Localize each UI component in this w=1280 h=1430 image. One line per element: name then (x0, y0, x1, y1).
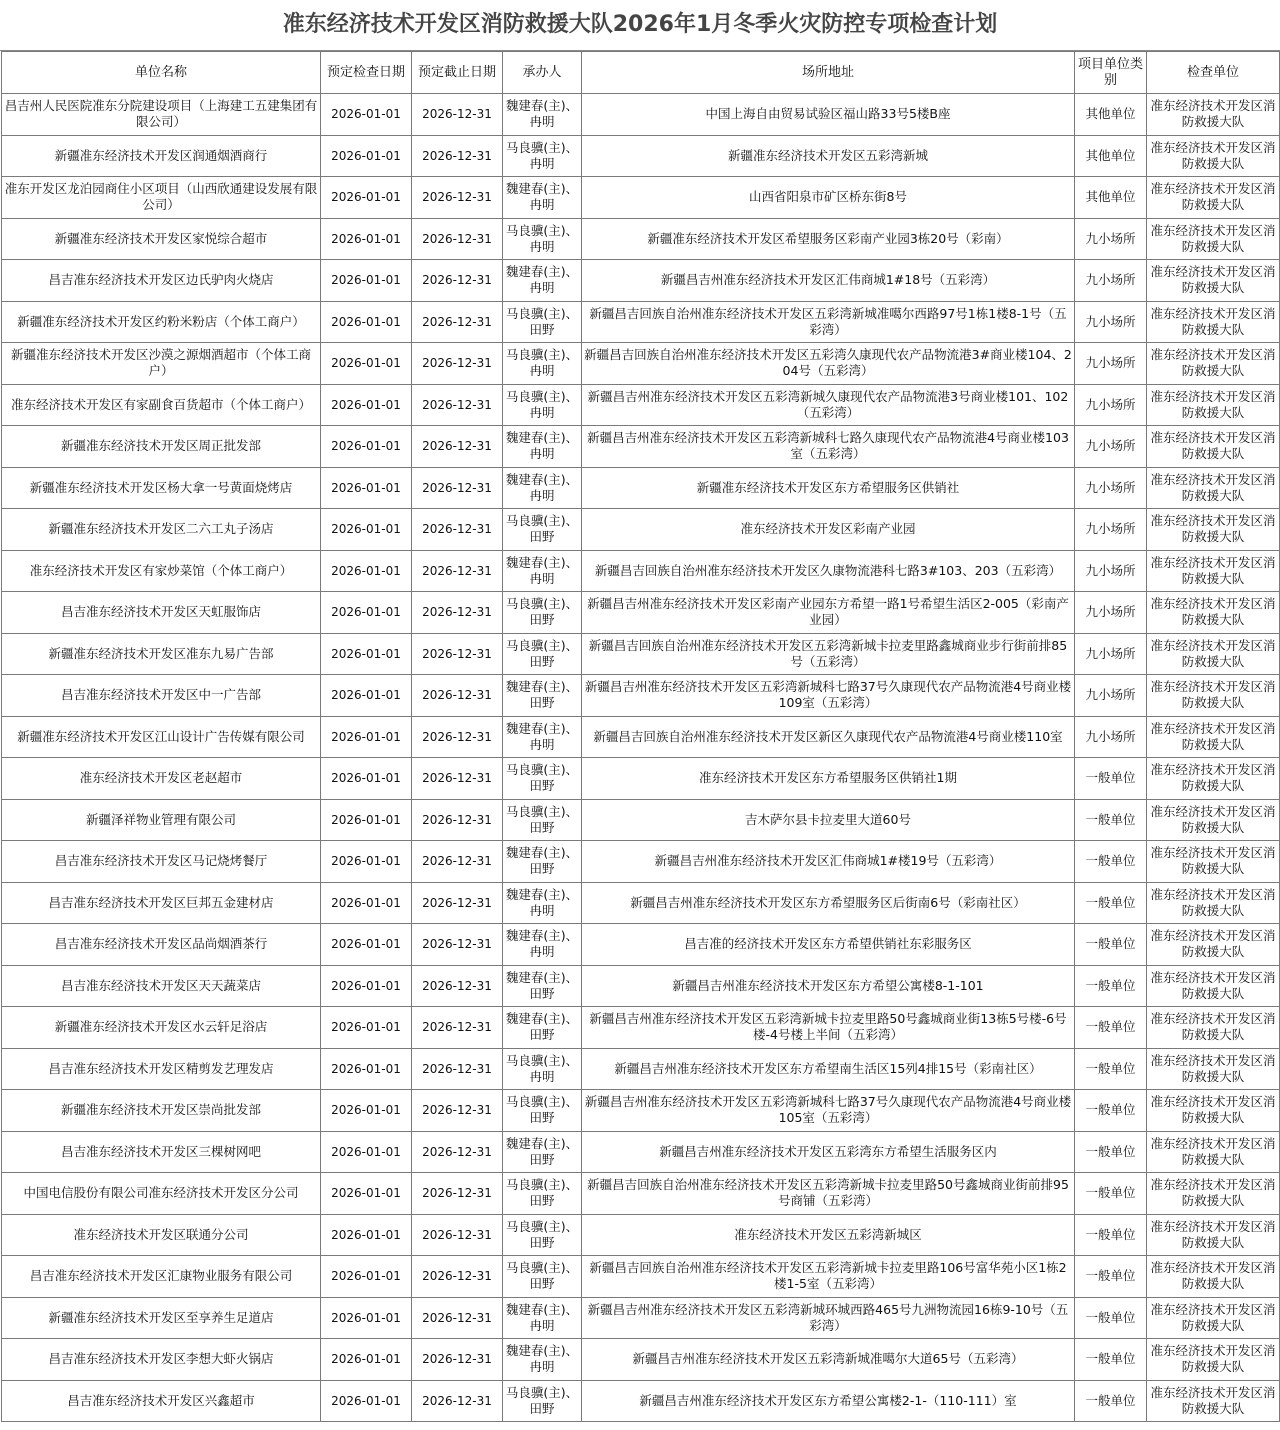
end-date-cell: 2026-12-31 (412, 965, 503, 1007)
unit-name-cell: 昌吉准东经济技术开发区精剪发艺理发店 (2, 1048, 321, 1090)
table-row (2, 965, 1280, 1007)
address-cell: 新疆准东经济技术开发区东方希望服务区供销社 (582, 467, 1075, 509)
end-date-cell: 2026-12-31 (412, 592, 503, 634)
table-row (2, 1256, 1280, 1298)
table-row (2, 841, 1280, 883)
address-cell: 山西省阳泉市矿区桥东街8号 (582, 177, 1075, 219)
unit-name-cell: 新疆准东经济技术开发区约粉米粉店（个体工商户） (2, 301, 321, 343)
table-row (2, 260, 1280, 302)
unit-name-cell: 新疆准东经济技术开发区水云轩足浴店 (2, 1007, 321, 1049)
start-date-cell: 2026-01-01 (321, 758, 412, 800)
handler-cell: 马良骥(主)、冉明 (503, 384, 582, 426)
inspector-cell: 准东经济技术开发区消防救援大队 (1147, 675, 1280, 717)
inspector-cell: 准东经济技术开发区消防救援大队 (1147, 965, 1280, 1007)
address-cell: 新疆昌吉回族自治州准东经济技术开发区新区久康现代农产品物流港4号商业楼110室 (582, 716, 1075, 758)
start-date-cell: 2026-01-01 (321, 633, 412, 675)
start-date-cell: 2026-01-01 (321, 177, 412, 219)
category-cell: 九小场所 (1075, 384, 1147, 426)
table-row (2, 94, 1280, 136)
table-row (2, 301, 1280, 343)
end-date-cell: 2026-12-31 (412, 1297, 503, 1339)
unit-name-cell: 昌吉准东经济技术开发区中一广告部 (2, 675, 321, 717)
inspector-cell: 准东经济技术开发区消防救援大队 (1147, 509, 1280, 551)
end-date-cell: 2026-12-31 (412, 799, 503, 841)
inspector-cell: 准东经济技术开发区消防救援大队 (1147, 550, 1280, 592)
start-date-cell: 2026-01-01 (321, 1007, 412, 1049)
handler-cell: 魏建春(主)、冉明 (503, 94, 582, 136)
category-cell: 其他单位 (1075, 177, 1147, 219)
unit-name-cell: 新疆准东经济技术开发区周正批发部 (2, 426, 321, 468)
category-cell: 一般单位 (1075, 841, 1147, 883)
table-row (2, 1090, 1280, 1132)
inspector-cell: 准东经济技术开发区消防救援大队 (1147, 1131, 1280, 1173)
unit-name-cell: 昌吉准东经济技术开发区兴鑫超市 (2, 1380, 321, 1422)
end-date-cell: 2026-12-31 (412, 135, 503, 177)
address-cell: 新疆昌吉州准东经济技术开发区东方希望南生活区15列4排15号（彩南社区） (582, 1048, 1075, 1090)
end-date-cell: 2026-12-31 (412, 1173, 503, 1215)
handler-cell: 魏建春(主)、田野 (503, 841, 582, 883)
end-date-cell: 2026-12-31 (412, 177, 503, 219)
start-date-cell: 2026-01-01 (321, 799, 412, 841)
handler-cell: 马良骥(主)、冉明 (503, 218, 582, 260)
table-row (2, 1380, 1280, 1422)
address-cell: 新疆昌吉回族自治州准东经济技术开发区久康物流港科七路3#103、203（五彩湾） (582, 550, 1075, 592)
end-date-cell: 2026-12-31 (412, 343, 503, 385)
category-cell: 其他单位 (1075, 135, 1147, 177)
start-date-cell: 2026-01-01 (321, 882, 412, 924)
table-row (2, 633, 1280, 675)
address-cell: 新疆昌吉州准东经济技术开发区汇伟商城1#18号（五彩湾） (582, 260, 1075, 302)
category-cell: 九小场所 (1075, 675, 1147, 717)
category-cell: 九小场所 (1075, 426, 1147, 468)
end-date-cell: 2026-12-31 (412, 384, 503, 426)
unit-name-cell: 中国电信股份有限公司准东经济技术开发区分公司 (2, 1173, 321, 1215)
category-cell: 九小场所 (1075, 301, 1147, 343)
start-date-cell: 2026-01-01 (321, 1297, 412, 1339)
start-date-cell: 2026-01-01 (321, 592, 412, 634)
unit-name-cell: 新疆准东经济技术开发区准东九易广告部 (2, 633, 321, 675)
start-date-cell: 2026-01-01 (321, 384, 412, 426)
address-cell: 中国上海自由贸易试验区福山路33号5楼B座 (582, 94, 1075, 136)
table-row (2, 467, 1280, 509)
category-cell: 一般单位 (1075, 1007, 1147, 1049)
inspector-cell: 准东经济技术开发区消防救援大队 (1147, 1048, 1280, 1090)
address-cell: 新疆昌吉州准东经济技术开发区东方希望服务区后街南6号（彩南社区） (582, 882, 1075, 924)
start-date-cell: 2026-01-01 (321, 924, 412, 966)
table-row (2, 1007, 1280, 1049)
inspector-cell: 准东经济技术开发区消防救援大队 (1147, 1090, 1280, 1132)
unit-name-cell: 昌吉准东经济技术开发区天虹服饰店 (2, 592, 321, 634)
end-date-cell: 2026-12-31 (412, 1048, 503, 1090)
category-cell: 一般单位 (1075, 1339, 1147, 1381)
address-cell: 新疆昌吉州准东经济技术开发区五彩湾新城卡拉麦里路50号鑫城商业街13栋5号楼-6号楼-4号楼上半间（五彩湾） (582, 1007, 1075, 1049)
table-row (2, 1214, 1280, 1256)
address-cell: 新疆昌吉州准东经济技术开发区五彩湾新城科七路久康现代农产品物流港4号商业楼103室（五彩湾） (582, 426, 1075, 468)
unit-name-cell: 昌吉准东经济技术开发区李想大虾火锅店 (2, 1339, 321, 1381)
inspector-cell: 准东经济技术开发区消防救援大队 (1147, 135, 1280, 177)
handler-cell: 魏建春(主)、冉明 (503, 260, 582, 302)
unit-name-cell: 准东经济技术开发区有家副食百货超市（个体工商户） (2, 384, 321, 426)
end-date-cell: 2026-12-31 (412, 633, 503, 675)
unit-name-cell: 新疆准东经济技术开发区崇尚批发部 (2, 1090, 321, 1132)
table-header-row (2, 52, 1280, 94)
inspector-cell: 准东经济技术开发区消防救援大队 (1147, 218, 1280, 260)
handler-cell: 马良骥(主)、田野 (503, 1090, 582, 1132)
header-end-date: 预定截止日期 (412, 52, 503, 94)
start-date-cell: 2026-01-01 (321, 135, 412, 177)
end-date-cell: 2026-12-31 (412, 758, 503, 800)
unit-name-cell: 昌吉准东经济技术开发区天天蔬菜店 (2, 965, 321, 1007)
handler-cell: 马良骥(主)、田野 (503, 1256, 582, 1298)
handler-cell: 马良骥(主)、田野 (503, 509, 582, 551)
category-cell: 一般单位 (1075, 924, 1147, 966)
header-address: 场所地址 (582, 52, 1075, 94)
table-row (2, 1297, 1280, 1339)
inspector-cell: 准东经济技术开发区消防救援大队 (1147, 260, 1280, 302)
start-date-cell: 2026-01-01 (321, 965, 412, 1007)
inspector-cell: 准东经济技术开发区消防救援大队 (1147, 924, 1280, 966)
unit-name-cell: 准东经济技术开发区联通分公司 (2, 1214, 321, 1256)
address-cell: 吉木萨尔县卡拉麦里大道60号 (582, 799, 1075, 841)
handler-cell: 马良骥(主)、田野 (503, 1214, 582, 1256)
address-cell: 新疆昌吉州准东经济技术开发区汇伟商城1#楼19号（五彩湾） (582, 841, 1075, 883)
unit-name-cell: 新疆准东经济技术开发区二六工丸子汤店 (2, 509, 321, 551)
inspector-cell: 准东经济技术开发区消防救援大队 (1147, 799, 1280, 841)
header-inspector: 检查单位 (1147, 52, 1280, 94)
handler-cell: 魏建春(主)、冉明 (503, 1297, 582, 1339)
unit-name-cell: 新疆准东经济技术开发区至享养生足道店 (2, 1297, 321, 1339)
category-cell: 一般单位 (1075, 799, 1147, 841)
handler-cell: 马良骥(主)、田野 (503, 592, 582, 634)
inspector-cell: 准东经济技术开发区消防救援大队 (1147, 1173, 1280, 1215)
start-date-cell: 2026-01-01 (321, 1380, 412, 1422)
end-date-cell: 2026-12-31 (412, 426, 503, 468)
inspector-cell: 准东经济技术开发区消防救援大队 (1147, 1214, 1280, 1256)
category-cell: 一般单位 (1075, 1297, 1147, 1339)
inspector-cell: 准东经济技术开发区消防救援大队 (1147, 343, 1280, 385)
handler-cell: 魏建春(主)、田野 (503, 965, 582, 1007)
table-row (2, 1339, 1280, 1381)
category-cell: 一般单位 (1075, 1131, 1147, 1173)
unit-name-cell: 昌吉州人民医院准东分院建设项目（上海建工五建集团有限公司） (2, 94, 321, 136)
unit-name-cell: 新疆准东经济技术开发区沙漠之源烟酒超市（个体工商户） (2, 343, 321, 385)
table-row (2, 509, 1280, 551)
table-row (2, 882, 1280, 924)
category-cell: 一般单位 (1075, 1256, 1147, 1298)
address-cell: 准东经济技术开发区五彩湾新城区 (582, 1214, 1075, 1256)
inspector-cell: 准东经济技术开发区消防救援大队 (1147, 841, 1280, 883)
address-cell: 新疆昌吉州准东经济技术开发区五彩湾东方希望生活服务区内 (582, 1131, 1075, 1173)
header-handler: 承办人 (503, 52, 582, 94)
table-row (2, 550, 1280, 592)
start-date-cell: 2026-01-01 (321, 509, 412, 551)
unit-name-cell: 昌吉准东经济技术开发区巨邦五金建材店 (2, 882, 321, 924)
start-date-cell: 2026-01-01 (321, 841, 412, 883)
address-cell: 新疆昌吉回族自治州准东经济技术开发区五彩湾新城准噶尔西路97号1栋1楼8-1号（五彩湾） (582, 301, 1075, 343)
handler-cell: 魏建春(主)、冉明 (503, 550, 582, 592)
unit-name-cell: 昌吉准东经济技术开发区三棵树网吧 (2, 1131, 321, 1173)
table-row (2, 716, 1280, 758)
category-cell: 一般单位 (1075, 882, 1147, 924)
end-date-cell: 2026-12-31 (412, 675, 503, 717)
end-date-cell: 2026-12-31 (412, 1090, 503, 1132)
start-date-cell: 2026-01-01 (321, 1090, 412, 1132)
start-date-cell: 2026-01-01 (321, 343, 412, 385)
handler-cell: 马良骥(主)、田野 (503, 301, 582, 343)
handler-cell: 马良骥(主)、冉明 (503, 1048, 582, 1090)
inspector-cell: 准东经济技术开发区消防救援大队 (1147, 426, 1280, 468)
table-row (2, 1173, 1280, 1215)
table-row (2, 218, 1280, 260)
handler-cell: 马良骥(主)、田野 (503, 1173, 582, 1215)
start-date-cell: 2026-01-01 (321, 1339, 412, 1381)
category-cell: 一般单位 (1075, 1090, 1147, 1132)
unit-name-cell: 新疆泽祥物业管理有限公司 (2, 799, 321, 841)
address-cell: 新疆昌吉州准东经济技术开发区五彩湾新城环城西路465号九洲物流园16栋9-10号（五彩湾） (582, 1297, 1075, 1339)
address-cell: 准东经济技术开发区彩南产业园 (582, 509, 1075, 551)
category-cell: 九小场所 (1075, 467, 1147, 509)
end-date-cell: 2026-12-31 (412, 218, 503, 260)
category-cell: 九小场所 (1075, 260, 1147, 302)
inspector-cell: 准东经济技术开发区消防救援大队 (1147, 94, 1280, 136)
table-row (2, 343, 1280, 385)
category-cell: 一般单位 (1075, 1214, 1147, 1256)
address-cell: 新疆昌吉州准东经济技术开发区东方希望公寓楼2-1-（110-111）室 (582, 1380, 1075, 1422)
end-date-cell: 2026-12-31 (412, 924, 503, 966)
unit-name-cell: 新疆准东经济技术开发区江山设计广告传媒有限公司 (2, 716, 321, 758)
inspector-cell: 准东经济技术开发区消防救援大队 (1147, 633, 1280, 675)
handler-cell: 魏建春(主)、田野 (503, 1131, 582, 1173)
end-date-cell: 2026-12-31 (412, 1131, 503, 1173)
unit-name-cell: 新疆准东经济技术开发区杨大拿一号黄面烧烤店 (2, 467, 321, 509)
end-date-cell: 2026-12-31 (412, 467, 503, 509)
inspection-plan-table (1, 51, 1280, 1422)
end-date-cell: 2026-12-31 (412, 94, 503, 136)
end-date-cell: 2026-12-31 (412, 841, 503, 883)
start-date-cell: 2026-01-01 (321, 1173, 412, 1215)
start-date-cell: 2026-01-01 (321, 675, 412, 717)
table-row (2, 1048, 1280, 1090)
address-cell: 准东经济技术开发区东方希望服务区供销社1期 (582, 758, 1075, 800)
start-date-cell: 2026-01-01 (321, 1131, 412, 1173)
handler-cell: 马良骥(主)、冉明 (503, 343, 582, 385)
address-cell: 新疆昌吉回族自治州准东经济技术开发区五彩湾新城卡拉麦里路鑫城商业步行街前排85号（五彩湾） (582, 633, 1075, 675)
category-cell: 九小场所 (1075, 592, 1147, 634)
end-date-cell: 2026-12-31 (412, 882, 503, 924)
category-cell: 其他单位 (1075, 94, 1147, 136)
unit-name-cell: 昌吉准东经济技术开发区品尚烟酒茶行 (2, 924, 321, 966)
header-category: 项目单位类别 (1075, 52, 1147, 94)
handler-cell: 马良骥(主)、田野 (503, 799, 582, 841)
address-cell: 新疆昌吉州准东经济技术开发区彩南产业园东方希望一路1号希望生活区2-005（彩南产业园） (582, 592, 1075, 634)
inspector-cell: 准东经济技术开发区消防救援大队 (1147, 177, 1280, 219)
end-date-cell: 2026-12-31 (412, 1339, 503, 1381)
end-date-cell: 2026-12-31 (412, 301, 503, 343)
handler-cell: 魏建春(主)、冉明 (503, 177, 582, 219)
inspector-cell: 准东经济技术开发区消防救援大队 (1147, 882, 1280, 924)
unit-name-cell: 新疆准东经济技术开发区润通烟酒商行 (2, 135, 321, 177)
header-unit-name: 单位名称 (2, 52, 321, 94)
handler-cell: 魏建春(主)、冉明 (503, 1339, 582, 1381)
address-cell: 新疆昌吉回族自治州准东经济技术开发区五彩湾新城卡拉麦里路106号富华苑小区1栋2楼1-5室（五彩湾） (582, 1256, 1075, 1298)
end-date-cell: 2026-12-31 (412, 550, 503, 592)
inspector-cell: 准东经济技术开发区消防救援大队 (1147, 1256, 1280, 1298)
unit-name-cell: 昌吉准东经济技术开发区边氏驴肉火烧店 (2, 260, 321, 302)
table-row (2, 924, 1280, 966)
address-cell: 新疆昌吉州准东经济技术开发区东方希望公寓楼8-1-101 (582, 965, 1075, 1007)
end-date-cell: 2026-12-31 (412, 1256, 503, 1298)
category-cell: 一般单位 (1075, 1173, 1147, 1215)
handler-cell: 魏建春(主)、冉明 (503, 882, 582, 924)
handler-cell: 魏建春(主)、田野 (503, 675, 582, 717)
category-cell: 九小场所 (1075, 343, 1147, 385)
end-date-cell: 2026-12-31 (412, 1214, 503, 1256)
address-cell: 新疆昌吉回族自治州准东经济技术开发区五彩湾久康现代农产品物流港3#商业楼104、204号（五彩湾） (582, 343, 1075, 385)
table-row (2, 758, 1280, 800)
start-date-cell: 2026-01-01 (321, 94, 412, 136)
table-row (2, 135, 1280, 177)
table-row (2, 384, 1280, 426)
unit-name-cell: 昌吉准东经济技术开发区汇康物业服务有限公司 (2, 1256, 321, 1298)
end-date-cell: 2026-12-31 (412, 1007, 503, 1049)
handler-cell: 魏建春(主)、田野 (503, 1007, 582, 1049)
start-date-cell: 2026-01-01 (321, 426, 412, 468)
inspector-cell: 准东经济技术开发区消防救援大队 (1147, 384, 1280, 426)
unit-name-cell: 昌吉准东经济技术开发区马记烧烤餐厅 (2, 841, 321, 883)
start-date-cell: 2026-01-01 (321, 218, 412, 260)
address-cell: 昌吉准的经济技术开发区东方希望供销社东彩服务区 (582, 924, 1075, 966)
table-row (2, 799, 1280, 841)
unit-name-cell: 新疆准东经济技术开发区家悦综合超市 (2, 218, 321, 260)
inspector-cell: 准东经济技术开发区消防救援大队 (1147, 1380, 1280, 1422)
end-date-cell: 2026-12-31 (412, 716, 503, 758)
category-cell: 九小场所 (1075, 716, 1147, 758)
page-title: 准东经济技术开发区消防救援大队2026年1月冬季火灾防控专项检查计划 (0, 0, 1280, 51)
table-row (2, 592, 1280, 634)
address-cell: 新疆准东经济技术开发区五彩湾新城 (582, 135, 1075, 177)
inspector-cell: 准东经济技术开发区消防救援大队 (1147, 758, 1280, 800)
handler-cell: 魏建春(主)、冉明 (503, 924, 582, 966)
inspector-cell: 准东经济技术开发区消防救援大队 (1147, 1297, 1280, 1339)
table-row (2, 675, 1280, 717)
table-row (2, 177, 1280, 219)
end-date-cell: 2026-12-31 (412, 1380, 503, 1422)
handler-cell: 马良骥(主)、田野 (503, 758, 582, 800)
inspector-cell: 准东经济技术开发区消防救援大队 (1147, 592, 1280, 634)
unit-name-cell: 准东经济技术开发区老赵超市 (2, 758, 321, 800)
handler-cell: 马良骥(主)、田野 (503, 1380, 582, 1422)
header-start-date: 预定检查日期 (321, 52, 412, 94)
start-date-cell: 2026-01-01 (321, 716, 412, 758)
address-cell: 新疆昌吉州准东经济技术开发区五彩湾新城准噶尔大道65号（五彩湾） (582, 1339, 1075, 1381)
start-date-cell: 2026-01-01 (321, 301, 412, 343)
address-cell: 新疆昌吉州准东经济技术开发区五彩湾新城久康现代农产品物流港3号商业楼101、102（五彩湾） (582, 384, 1075, 426)
start-date-cell: 2026-01-01 (321, 1214, 412, 1256)
address-cell: 新疆昌吉州准东经济技术开发区五彩湾新城科七路37号久康现代农产品物流港4号商业楼109室（五彩湾） (582, 675, 1075, 717)
category-cell: 九小场所 (1075, 633, 1147, 675)
category-cell: 九小场所 (1075, 218, 1147, 260)
inspector-cell: 准东经济技术开发区消防救援大队 (1147, 1339, 1280, 1381)
address-cell: 新疆准东经济技术开发区希望服务区彩南产业园3栋20号（彩南） (582, 218, 1075, 260)
table-row (2, 1131, 1280, 1173)
start-date-cell: 2026-01-01 (321, 1256, 412, 1298)
start-date-cell: 2026-01-01 (321, 1048, 412, 1090)
inspector-cell: 准东经济技术开发区消防救援大队 (1147, 467, 1280, 509)
handler-cell: 马良骥(主)、冉明 (503, 135, 582, 177)
address-cell: 新疆昌吉州准东经济技术开发区五彩湾新城科七路37号久康现代农产品物流港4号商业楼105室（五彩湾） (582, 1090, 1075, 1132)
category-cell: 一般单位 (1075, 1048, 1147, 1090)
handler-cell: 魏建春(主)、冉明 (503, 467, 582, 509)
category-cell: 九小场所 (1075, 509, 1147, 551)
handler-cell: 魏建春(主)、冉明 (503, 426, 582, 468)
start-date-cell: 2026-01-01 (321, 467, 412, 509)
handler-cell: 魏建春(主)、冉明 (503, 716, 582, 758)
end-date-cell: 2026-12-31 (412, 509, 503, 551)
category-cell: 一般单位 (1075, 758, 1147, 800)
unit-name-cell: 准东开发区龙泊园商住小区项目（山西欣通建设发展有限公司） (2, 177, 321, 219)
inspector-cell: 准东经济技术开发区消防救援大队 (1147, 716, 1280, 758)
inspector-cell: 准东经济技术开发区消防救援大队 (1147, 301, 1280, 343)
table-row (2, 426, 1280, 468)
category-cell: 九小场所 (1075, 550, 1147, 592)
handler-cell: 马良骥(主)、田野 (503, 633, 582, 675)
address-cell: 新疆昌吉回族自治州准东经济技术开发区五彩湾新城卡拉麦里路50号鑫城商业街前排95号商铺（五彩湾） (582, 1173, 1075, 1215)
start-date-cell: 2026-01-01 (321, 260, 412, 302)
category-cell: 一般单位 (1075, 965, 1147, 1007)
category-cell: 一般单位 (1075, 1380, 1147, 1422)
unit-name-cell: 准东经济技术开发区有家炒菜馆（个体工商户） (2, 550, 321, 592)
start-date-cell: 2026-01-01 (321, 550, 412, 592)
end-date-cell: 2026-12-31 (412, 260, 503, 302)
inspector-cell: 准东经济技术开发区消防救援大队 (1147, 1007, 1280, 1049)
